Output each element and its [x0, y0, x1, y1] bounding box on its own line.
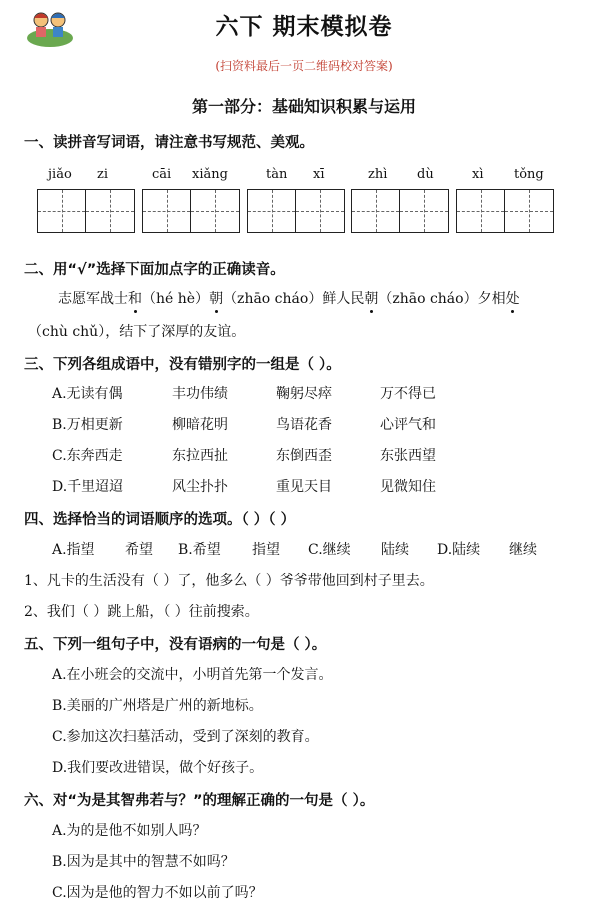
option-word: 继续 [509, 542, 537, 558]
pinyin: xiǎng [192, 167, 228, 182]
idiom: 见微知住 [380, 479, 436, 495]
option-c[interactable]: C.参加这次扫墓活动，受到了深刻的教育。 [52, 729, 319, 745]
q4-heading: 四、选择恰当的词语顺序的选项。（ ）（ ） [24, 512, 296, 528]
q2-text: （zhāo cháo）鲜人民 [223, 291, 365, 307]
idiom: 东倒西歪 [276, 448, 332, 464]
q2-heading: 二、用“√”选择下面加点字的正确读音。 [24, 262, 285, 278]
part-title: 第一部分：基础知识积累与运用 [191, 97, 416, 116]
exam-title: 六下 期末模拟卷 [215, 14, 393, 40]
option-a[interactable]: A.在小班会的交流中，小明首先第一个发言。 [52, 667, 333, 683]
idiom: 丰功伟绩 [172, 386, 228, 402]
pinyin: cāi [152, 167, 172, 182]
dotted-char: 和 [128, 288, 142, 308]
q2-text: （hé hè） [142, 291, 210, 307]
pinyin: dù [417, 167, 434, 182]
answer-hint: (扫资料最后一页二维码校对答案) [215, 59, 393, 73]
q2-text: 志愿军战士 [58, 291, 128, 307]
dotted-char: 朝 [364, 288, 378, 308]
idiom: 鞠躬尽瘁 [276, 386, 332, 402]
writing-grid[interactable] [351, 189, 449, 233]
option-word: 陆续 [381, 542, 409, 558]
idiom: 万不得已 [380, 386, 436, 402]
q5-heading: 五、下列一组句子中，没有语病的一句是（ ）。 [24, 637, 327, 653]
pinyin: tǒng [514, 167, 544, 182]
pinyin: zi [97, 167, 109, 182]
q6-heading: 六、对“为是其智弗若与？”的理解正确的一句是（ ）。 [24, 793, 375, 809]
option-d[interactable]: D.千里迢迢 [52, 479, 124, 495]
dotted-char: 朝 [209, 288, 223, 308]
pinyin: xì [472, 167, 484, 182]
idiom: 鸟语花香 [276, 417, 332, 433]
option-b[interactable]: B.希望 [178, 542, 221, 558]
q4-sentence-2: 2、我们（ ）跳上船，（ ）往前搜索。 [24, 604, 259, 620]
option-a[interactable]: A.指望 [52, 542, 95, 558]
option-a[interactable]: A.为的是他不如别人吗？ [52, 823, 207, 839]
writing-grid[interactable] [142, 189, 240, 233]
option-b[interactable]: B.万相更新 [52, 417, 123, 433]
q4-sentence-1: 1、凡卡的生活没有（ ）了，他多么（ ）爷爷带他回到村子里去。 [24, 573, 434, 589]
pinyin: jiǎo [48, 167, 72, 182]
option-d[interactable]: D.我们要改进错误，做个好孩子。 [52, 760, 264, 776]
writing-grid[interactable] [456, 189, 554, 233]
option-d[interactable]: D.陆续 [437, 542, 481, 558]
option-word: 希望 [125, 542, 153, 558]
option-word: 指望 [252, 542, 280, 558]
pinyin: xī [313, 167, 325, 182]
q3-heading: 三、下列各组成语中，没有错别字的一组是（ ）。 [24, 357, 341, 373]
idiom: 东张西望 [380, 448, 436, 464]
writing-grid[interactable] [247, 189, 345, 233]
idiom: 重见天目 [276, 479, 332, 495]
idiom: 东拉西扯 [172, 448, 228, 464]
pinyin: zhì [368, 167, 388, 182]
option-b[interactable]: B.因为是其中的智慧不如吗？ [52, 854, 235, 870]
q2-text: （zhāo cháo）夕相 [378, 291, 506, 307]
q1-heading: 一、读拼音写词语，请注意书写规范、美观。 [24, 135, 314, 151]
option-c[interactable]: C.东奔西走 [52, 448, 123, 464]
writing-grid[interactable] [37, 189, 135, 233]
q2-sentence-line1 [58, 288, 520, 308]
option-c[interactable]: C.继续 [308, 542, 351, 558]
idiom: 柳暗花明 [172, 417, 228, 433]
dotted-char: 处 [506, 288, 520, 308]
option-a[interactable]: A.无读有偶 [52, 386, 123, 402]
q2-sentence-line2: （chù chǔ），结下了深厚的友谊。 [28, 324, 246, 340]
option-b[interactable]: B.美丽的广州塔是广州的新地标。 [52, 698, 263, 714]
idiom: 风尘扑扑 [172, 479, 228, 495]
idiom: 心评气和 [380, 417, 436, 433]
option-c[interactable]: C.因为是他的智力不如以前了吗？ [52, 885, 263, 901]
pinyin: tàn [266, 167, 288, 182]
